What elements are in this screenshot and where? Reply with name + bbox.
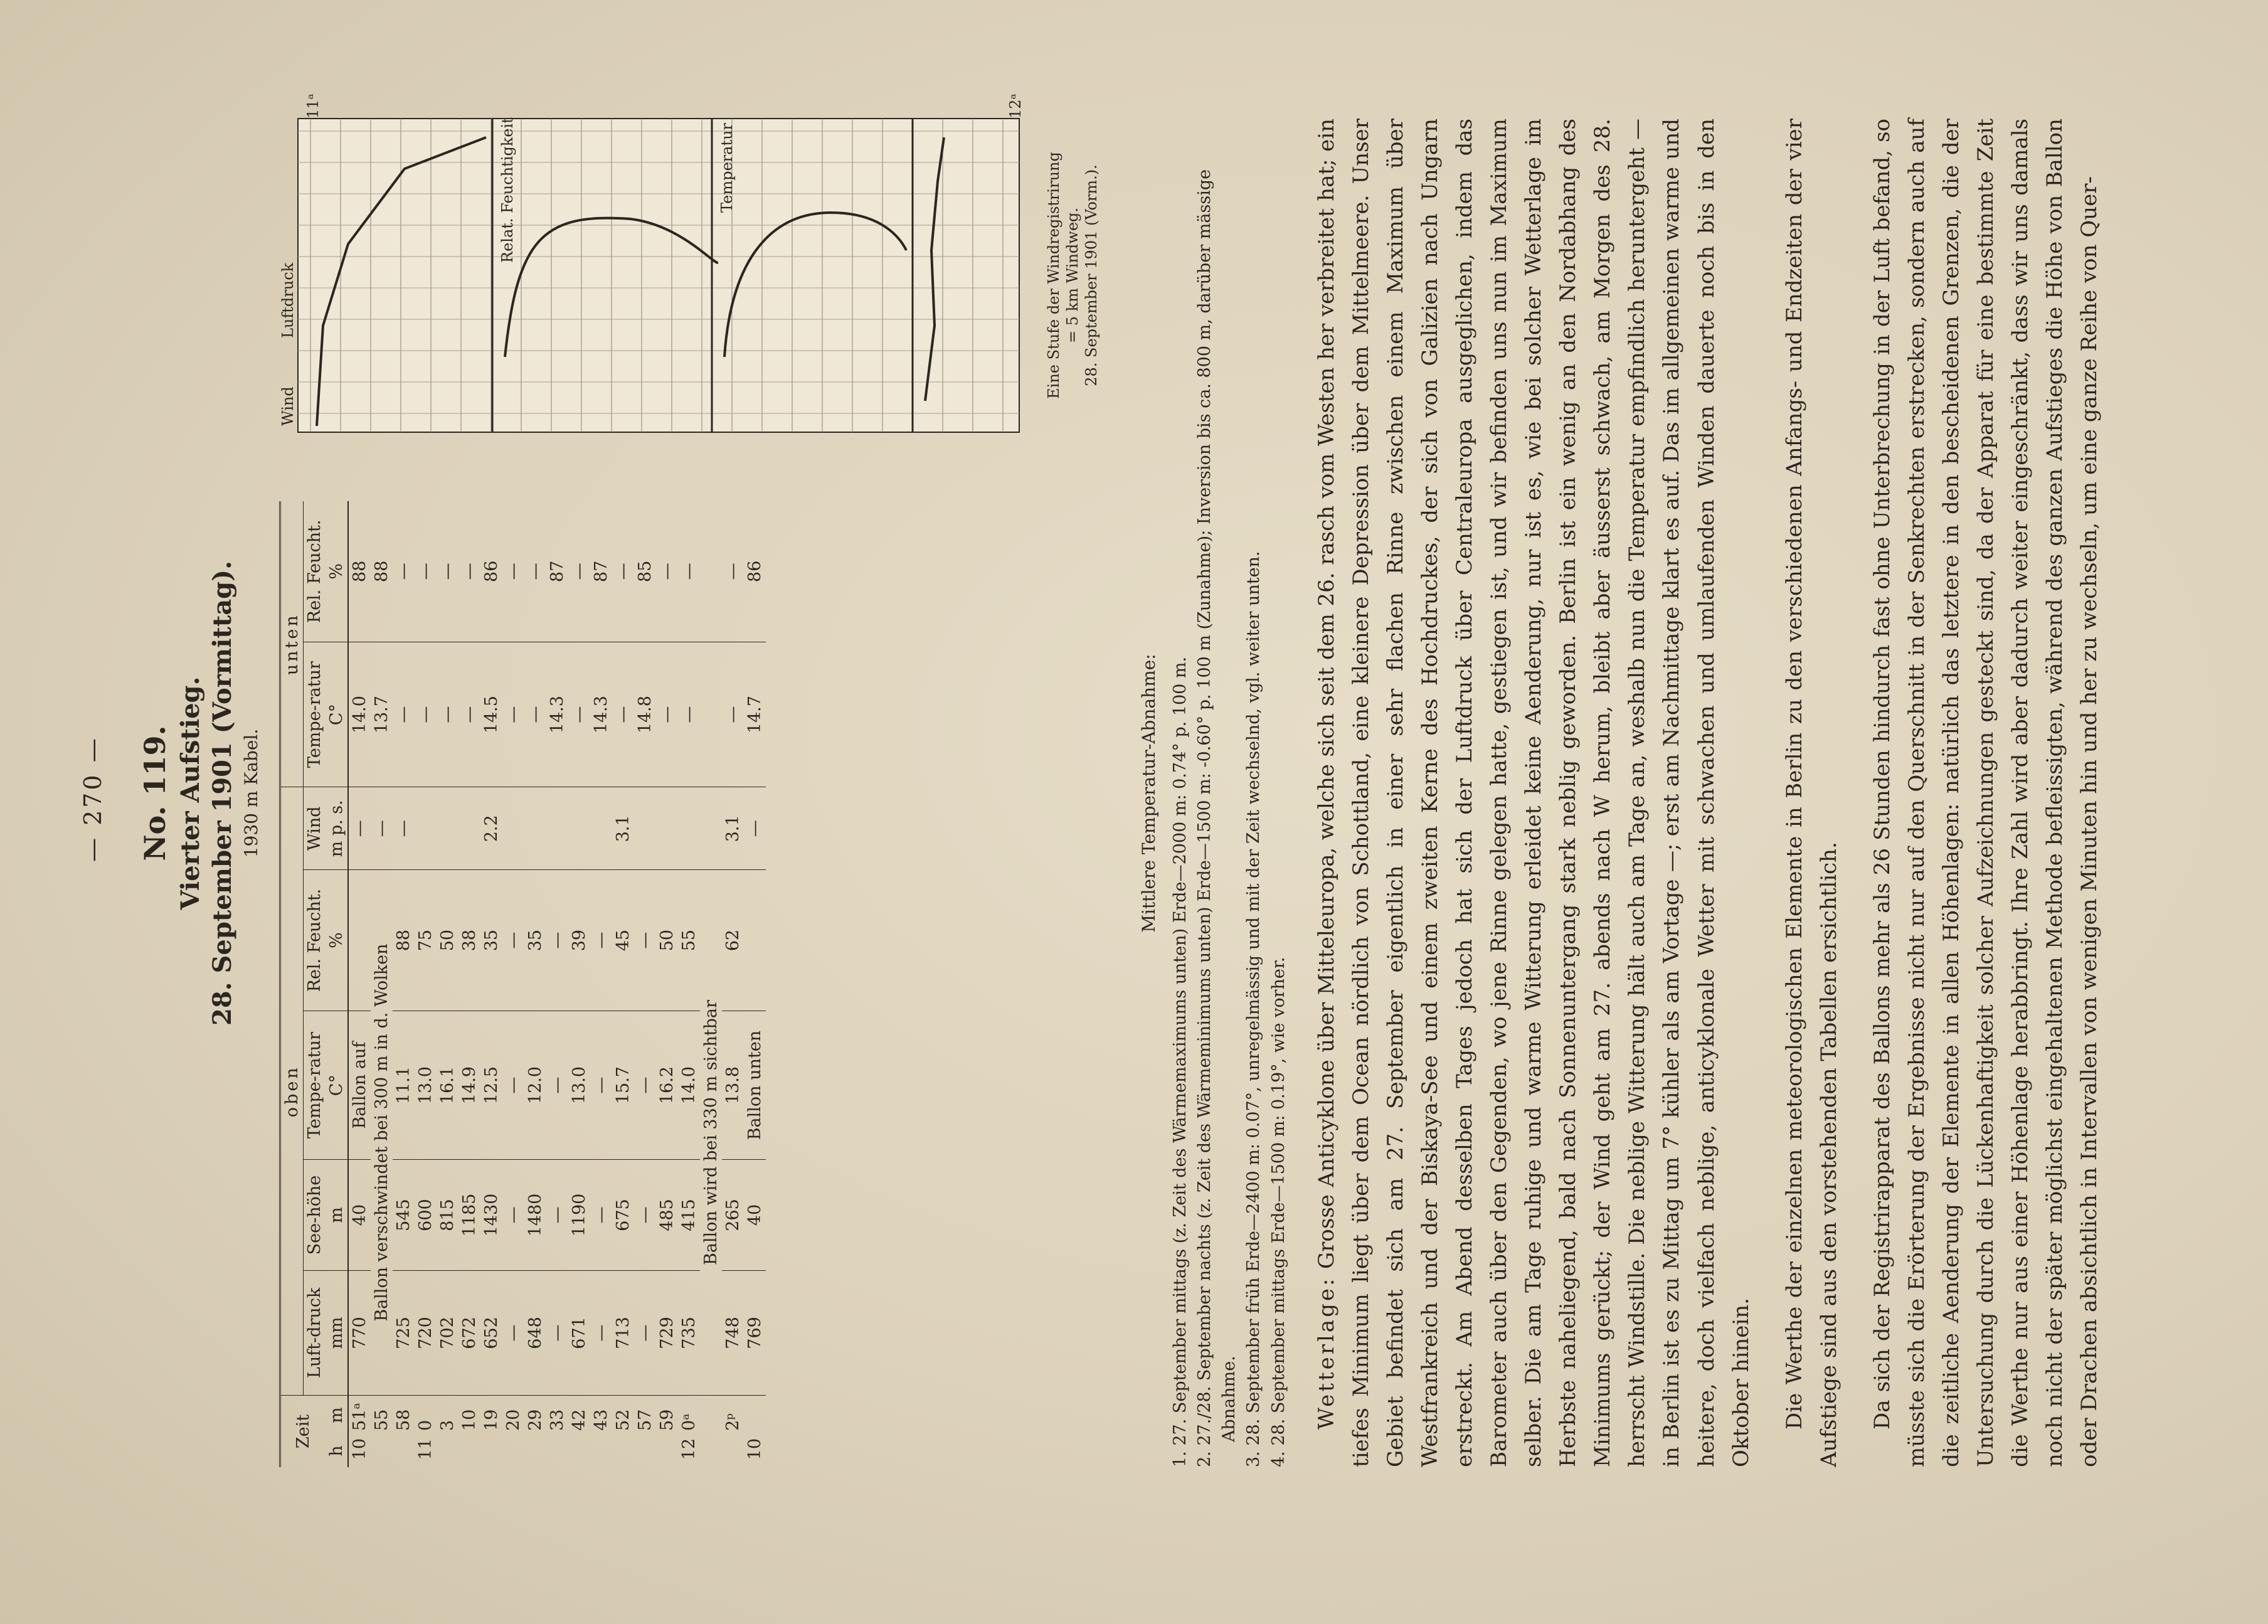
table-row	[415, 501, 437, 1467]
table-cell: —	[590, 870, 612, 1011]
table-cell: 0	[416, 1420, 435, 1431]
table-cell	[678, 787, 700, 870]
unit: m	[326, 1396, 348, 1435]
note-item: 2. 27./28. September nachts (z. Zeit des Wärmeminimums unten) Erde—1500 m: -0.60° p. 100 m (Zunahme); Inversion bis ca. 800 m, darüber mässige Abnahme.	[1195, 169, 1239, 1467]
table-cell: 88	[393, 870, 415, 1011]
table-cell	[568, 1435, 590, 1467]
time-12: 12ᵃ	[1007, 93, 1024, 119]
table-cell	[415, 787, 437, 870]
table-cell: 671	[568, 1270, 590, 1395]
table-cell: 14.5	[480, 642, 502, 787]
table-cell: 815	[437, 1160, 458, 1271]
table-cell	[524, 1435, 546, 1467]
table-cell: 652	[480, 1270, 502, 1395]
table-cell: —	[612, 501, 634, 642]
table-cell: 14.9	[458, 1011, 480, 1160]
table-cell	[722, 1435, 744, 1467]
unit: m p. s.	[326, 787, 348, 870]
table-cell: —	[393, 501, 415, 642]
page-number: — 270 —	[79, 736, 107, 862]
table-cell: 1430	[480, 1160, 502, 1271]
table-cell: 600	[415, 1160, 437, 1271]
table-cell: 12.5	[480, 1011, 502, 1160]
table-row	[393, 501, 415, 1467]
table-cell	[546, 1435, 568, 1467]
table-cell	[437, 787, 458, 870]
ascent-number: No. 119.	[138, 725, 172, 861]
table-cell: 75	[415, 870, 437, 1011]
table-cell: —	[502, 1011, 524, 1160]
table-cell: —	[612, 642, 634, 787]
table-cell: —	[590, 1160, 612, 1271]
table-cell: 35	[524, 870, 546, 1011]
table-cell	[590, 1435, 612, 1467]
table-cell: 748	[722, 1270, 744, 1395]
table-cell: —	[415, 501, 437, 642]
table-cell: —	[415, 642, 437, 787]
table-row	[371, 501, 393, 1467]
table-cell: 415	[678, 1160, 700, 1271]
table-cell: 12.0	[524, 1011, 546, 1160]
col-feuchtigkeit: Rel. Feucht.	[304, 870, 326, 1011]
table-cell: —	[393, 642, 415, 787]
table-cell: 14.7	[744, 642, 766, 787]
col-feuchtigkeit-unten: Rel. Feucht.	[304, 501, 326, 642]
table-row	[437, 501, 458, 1467]
table-cell: 735	[678, 1270, 700, 1395]
wetterlage-paragraph	[1310, 119, 1759, 1467]
table-cell	[700, 501, 722, 642]
table-cell: 3.1	[612, 787, 634, 870]
table-cell	[437, 1435, 458, 1467]
table-row	[612, 501, 634, 1467]
table-cell: Ballon unten	[744, 1011, 766, 1160]
table-cell: —	[590, 1270, 612, 1395]
table-cell: —	[458, 642, 480, 787]
table-cell: 14.3	[590, 642, 612, 787]
table-cell: Ballon wird bei 330 m sichtbar	[700, 870, 722, 1396]
note-item: 4. 28. September mittags Erde—1500 m: 0.19°, wie vorher.	[1268, 957, 1288, 1467]
table-cell: 2ᵖ	[723, 1413, 743, 1431]
table-cell	[348, 870, 371, 1011]
paragraph-3: Da sich der Registrirapparat des Ballons mehr als 26 Stunden hindurch fast ohne Unterbrechung in der Luft befand, so müsste sich die Erörterung der Ergebnisse nicht nur auf den Querschnitt in der Senkrechten erstrecken, sondern auch auf die zeitliche Aenderung der Elemente in allen Höhenlagen: natürlich das letztere in den bescheidenen Grenzen, die der Untersuchung durch die Lückenhaftigkeit solcher Aufzeichnungen gesteckt sind, da der Apparat für eine bestimmte Zeit die Werthe nur aus einer Höhenlage herabbringt. Ihre Zahl wird aber dadurch weiter eingeschränkt, dass wir uns damals noch nicht der später möglichst eingehaltenen Methode befleissigten, während des ganzen Aufstieges die Höhe von Ballon oder Drachen absichtlich in Intervallen von wenigen Minuten hin und her zu wechseln, um eine ganze Reihe von Quer-	[1869, 119, 2102, 1467]
table-cell	[524, 787, 546, 870]
table-cell: 265	[722, 1160, 744, 1271]
label-luftdruck: Luftdruck	[279, 262, 297, 338]
col-temperatur-unten: Tempe-ratur	[304, 642, 326, 787]
table-cell	[458, 787, 480, 870]
table-cell: 88	[348, 501, 371, 642]
unit: m	[326, 1160, 348, 1271]
table-cell: 725	[393, 1270, 415, 1395]
table-cell: 38	[458, 870, 480, 1011]
heading	[138, 119, 262, 1467]
diagram-frame	[298, 119, 1019, 432]
table-cell: 86	[480, 501, 502, 642]
table-cell: 485	[656, 1160, 678, 1271]
table-cell: —	[568, 501, 590, 642]
mean-temperature-title: Mittlere Temperatur-Abnahme:	[1138, 654, 1159, 933]
table-cell: —	[634, 870, 656, 1011]
table-row	[656, 501, 678, 1467]
table-cell: 59	[657, 1409, 677, 1431]
table-cell: 3.1	[722, 787, 744, 870]
mean-temperature-notes	[1168, 119, 1291, 1467]
registration-diagram	[279, 93, 1157, 451]
unit: C°	[326, 1011, 348, 1160]
wetterlage-label: Wetterlage:	[1313, 1276, 1339, 1430]
table-cell: —	[546, 1011, 568, 1160]
table-cell: 0ᵃ	[679, 1413, 699, 1431]
table-cell: —	[458, 501, 480, 642]
table-cell: 1190	[568, 1160, 590, 1271]
table-cell: —	[722, 501, 744, 642]
table-row	[678, 501, 700, 1467]
table-cell: 52	[613, 1409, 633, 1431]
table-cell: —	[546, 1270, 568, 1395]
table-cell: 10	[350, 1438, 369, 1460]
table-cell: 14.8	[634, 642, 656, 787]
table-cell: 45	[612, 870, 634, 1011]
table-cell: —	[437, 501, 458, 642]
table-cell: 55	[372, 1409, 391, 1431]
table-cell: 13.0	[568, 1011, 590, 1160]
table-row	[502, 501, 524, 1467]
col-zeit: Zeit	[280, 1396, 326, 1468]
unit: C°	[326, 642, 348, 787]
table-cell	[502, 1435, 524, 1467]
table-cell	[590, 787, 612, 870]
paragraph-2: Die Werthe der einzelnen meteorologischen Elemente in Berlin zu den verschiedenen Anfangs- und Endzeiten der vier Aufstiege sind aus den vorstehenden Tabellen ersichtlich.	[1781, 119, 1841, 1467]
table-cell: —	[524, 501, 546, 642]
table-cell: 40	[348, 1160, 371, 1271]
table-cell: —	[546, 870, 568, 1011]
col-temperatur: Tempe-ratur	[304, 1011, 326, 1160]
table-cell: 51ᵃ	[350, 1403, 369, 1431]
table-cell: 10	[460, 1409, 479, 1431]
table-cell: —	[656, 501, 678, 642]
table-cell: 3	[438, 1420, 457, 1431]
time-11: 11ᵃ	[304, 93, 322, 119]
table-cell: —	[502, 501, 524, 642]
table-cell	[393, 1435, 415, 1467]
table-cell: —	[678, 501, 700, 642]
group-unten: unten	[280, 501, 304, 787]
table-cell: 13.7	[371, 642, 393, 787]
table-and-diagram	[279, 93, 1163, 1467]
table-cell: 770	[348, 1270, 371, 1395]
table-cell	[546, 787, 568, 870]
ascent-title: Vierter Aufstieg.	[176, 676, 205, 910]
table-cell: 14.0	[678, 1011, 700, 1160]
table-cell	[700, 787, 722, 870]
table-cell: 39	[568, 870, 590, 1011]
table-cell: 702	[437, 1270, 458, 1395]
table-cell: 40	[744, 1160, 766, 1271]
caption-line-3: 28. September 1901 (Vorm.).	[1083, 164, 1100, 386]
table-cell: —	[502, 642, 524, 787]
table-cell: 19	[482, 1409, 501, 1431]
table-cell: 729	[656, 1270, 678, 1395]
table-cell: —	[502, 1160, 524, 1271]
table-row	[568, 501, 590, 1467]
col-seehoehe: See-höhe	[304, 1160, 326, 1271]
table-cell	[700, 642, 722, 787]
table-row	[348, 501, 371, 1467]
table-cell: —	[393, 787, 415, 870]
observation-table	[279, 501, 766, 1467]
table-cell: —	[524, 642, 546, 787]
group-oben: oben	[280, 787, 304, 1396]
table-cell	[700, 1435, 722, 1467]
table-cell: 1480	[524, 1160, 546, 1271]
table-cell: 545	[393, 1160, 415, 1271]
table-cell: 672	[458, 1270, 480, 1395]
table-cell	[480, 1435, 502, 1467]
label-temperatur: Temperatur	[718, 122, 736, 213]
cable-length: 1930 m Kabel.	[241, 728, 262, 858]
table-cell: —	[634, 1011, 656, 1160]
table-cell: 12	[679, 1438, 699, 1460]
table-cell	[458, 1435, 480, 1467]
table-cell: 43	[591, 1409, 611, 1431]
ascent-date: 28. September 1901 (Vormittag).	[208, 561, 237, 1026]
table-cell: 35	[480, 870, 502, 1011]
table-cell: 10	[745, 1438, 765, 1460]
table-row	[546, 501, 568, 1467]
table-row	[480, 501, 502, 1467]
table-cell: 675	[612, 1160, 634, 1271]
label-feuchtigkeit: Relat. Feuchtigkeit	[499, 117, 516, 263]
table-cell: 648	[524, 1270, 546, 1395]
table-cell: 42	[570, 1409, 589, 1431]
table-body	[348, 501, 766, 1467]
note-item: 1. 27. September mittags (z. Zeit des Wärmemaximums unten) Erde—2000 m: 0.74° p. 100 m.	[1170, 656, 1190, 1467]
table-cell: —	[437, 642, 458, 787]
table-row	[744, 501, 766, 1467]
table-cell: 11.1	[393, 1011, 415, 1160]
table-cell: 2.2	[480, 787, 502, 870]
table-cell: 11	[416, 1438, 435, 1460]
col-wind: Wind	[304, 787, 326, 870]
table-cell: Ballon auf	[348, 1011, 371, 1160]
note-item: 3. 28. September früh Erde—2400 m: 0.07°, unregelmässig und mit der Zeit wechselnd, vgl. weiter unten.	[1244, 551, 1264, 1467]
diagram-caption	[1044, 87, 1101, 464]
table-row	[722, 501, 744, 1467]
table-cell: 13.0	[415, 1011, 437, 1160]
table-cell	[568, 787, 590, 870]
table-row	[590, 501, 612, 1467]
wetterlage-text: Grosse Anticyklone über Mitteleuropa, welche sich seit dem 26. rasch vom Westen her verbreitet hat; ein tiefes Minimum liegt über dem Ocean nördlich von Schottland, eine kleinere Depression über dem Mittelmeere. Unser Gebiet befindet sich am 27. September eigentlich in einer sehr flachen Rinne zwischen einem Maximum über Westfrankreich und der Biskaya-See und einem zweiten Kerne des Hochdruckes, der sich von Galizien nach Ungarn erstreckt. Am Abend desselben Tages jedoch hat sich der Luftdruck über Centraleuropa ausgeglichen, indem das Barometer auch über den Gegenden, wo jene Rinne gelegen hatte, gestiegen ist, und wir befinden uns nun im Maximum selber. Die am Tage ruhige und warme Witterung erleidet keine Aenderung, nur ist es, wie bei solcher Wetterlage im Herbste naheliegend, bald nach Sonnenuntergang stark neblig geworden. Berlin ist ein wenig an den Nordabhang des Minimums gerückt; der Wind geht am 27. abends nach W herum, bleibt aber äusserst schwach, am Morgen des 28. herrscht Windstille. Die neblige Witterung hält auch am Tage an, weshalb nun die Temperatur empfindlich heruntergeht — in Berlin ist es zu Mittag um 7° kühler als am Vortage —; erst am Nachmittage klart es auf. Das im allgemeinen warme und heitere, doch vielfach neblige, anticyklonale Wetter mit schwachen und umlaufenden Winden dauerte noch bis in den Oktober hinein.	[1313, 119, 1754, 1467]
col-luftdruck: Luft-druck	[304, 1270, 326, 1395]
table-cell	[502, 787, 524, 870]
unit: mm	[326, 1270, 348, 1395]
table-cell: 16.1	[437, 1011, 458, 1160]
table-cell: 720	[415, 1270, 437, 1395]
table-row	[634, 501, 656, 1467]
table-cell: 50	[656, 870, 678, 1011]
table-cell: 55	[678, 870, 700, 1011]
table-cell: —	[590, 1011, 612, 1160]
table-cell: 87	[590, 501, 612, 642]
table-cell	[744, 870, 766, 1011]
table-cell: —	[722, 642, 744, 787]
table-row	[700, 501, 722, 1467]
table-cell: —	[348, 787, 371, 870]
table-cell: 58	[394, 1409, 413, 1431]
table-cell: —	[568, 642, 590, 787]
table-cell: 769	[744, 1270, 766, 1395]
table-cell: 86	[744, 501, 766, 642]
table-cell: —	[634, 1270, 656, 1395]
table-cell	[700, 1396, 722, 1435]
table-cell: 85	[634, 501, 656, 642]
table-cell: 62	[722, 870, 744, 1011]
table-cell: —	[546, 1160, 568, 1271]
table-cell: —	[656, 642, 678, 787]
table-cell: 20	[504, 1409, 523, 1431]
table-cell: 713	[612, 1270, 634, 1395]
label-wind: Wind	[279, 386, 297, 426]
table-cell: —	[744, 787, 766, 870]
table-cell: 14.0	[348, 642, 371, 787]
table-cell: —	[502, 1270, 524, 1395]
table-cell: 29	[526, 1409, 545, 1431]
table-cell: 1185	[458, 1160, 480, 1271]
table-row	[458, 501, 480, 1467]
table-cell: —	[678, 642, 700, 787]
unit: h	[326, 1435, 348, 1467]
table-cell: 88	[371, 501, 393, 642]
table-cell: 50	[437, 870, 458, 1011]
table-cell: —	[502, 870, 524, 1011]
table-cell	[656, 1435, 678, 1467]
table-cell: 13.8	[722, 1011, 744, 1160]
table-cell: —	[371, 787, 393, 870]
table-cell: 57	[635, 1409, 655, 1431]
caption-line-2: = 5 km Windweg.	[1064, 207, 1081, 344]
unit: %	[326, 870, 348, 1011]
table-row	[524, 501, 546, 1467]
table-cell	[656, 787, 678, 870]
table-cell	[744, 1396, 766, 1435]
table-cell: 14.3	[546, 642, 568, 787]
table-cell	[612, 1435, 634, 1467]
table-cell	[634, 787, 656, 870]
table-cell	[634, 1435, 656, 1467]
caption-line-1: Eine Stufe der Windregistrirung	[1045, 152, 1062, 399]
unit: %	[326, 501, 348, 642]
table-cell: 16.2	[656, 1011, 678, 1160]
table-cell: Ballon verschwindet bei 300 m in d. Wolken	[371, 870, 393, 1396]
table-cell: 87	[546, 501, 568, 642]
table-cell	[371, 1435, 393, 1467]
table-cell: 15.7	[612, 1011, 634, 1160]
table-cell: 33	[548, 1409, 567, 1431]
table-cell: —	[634, 1160, 656, 1271]
